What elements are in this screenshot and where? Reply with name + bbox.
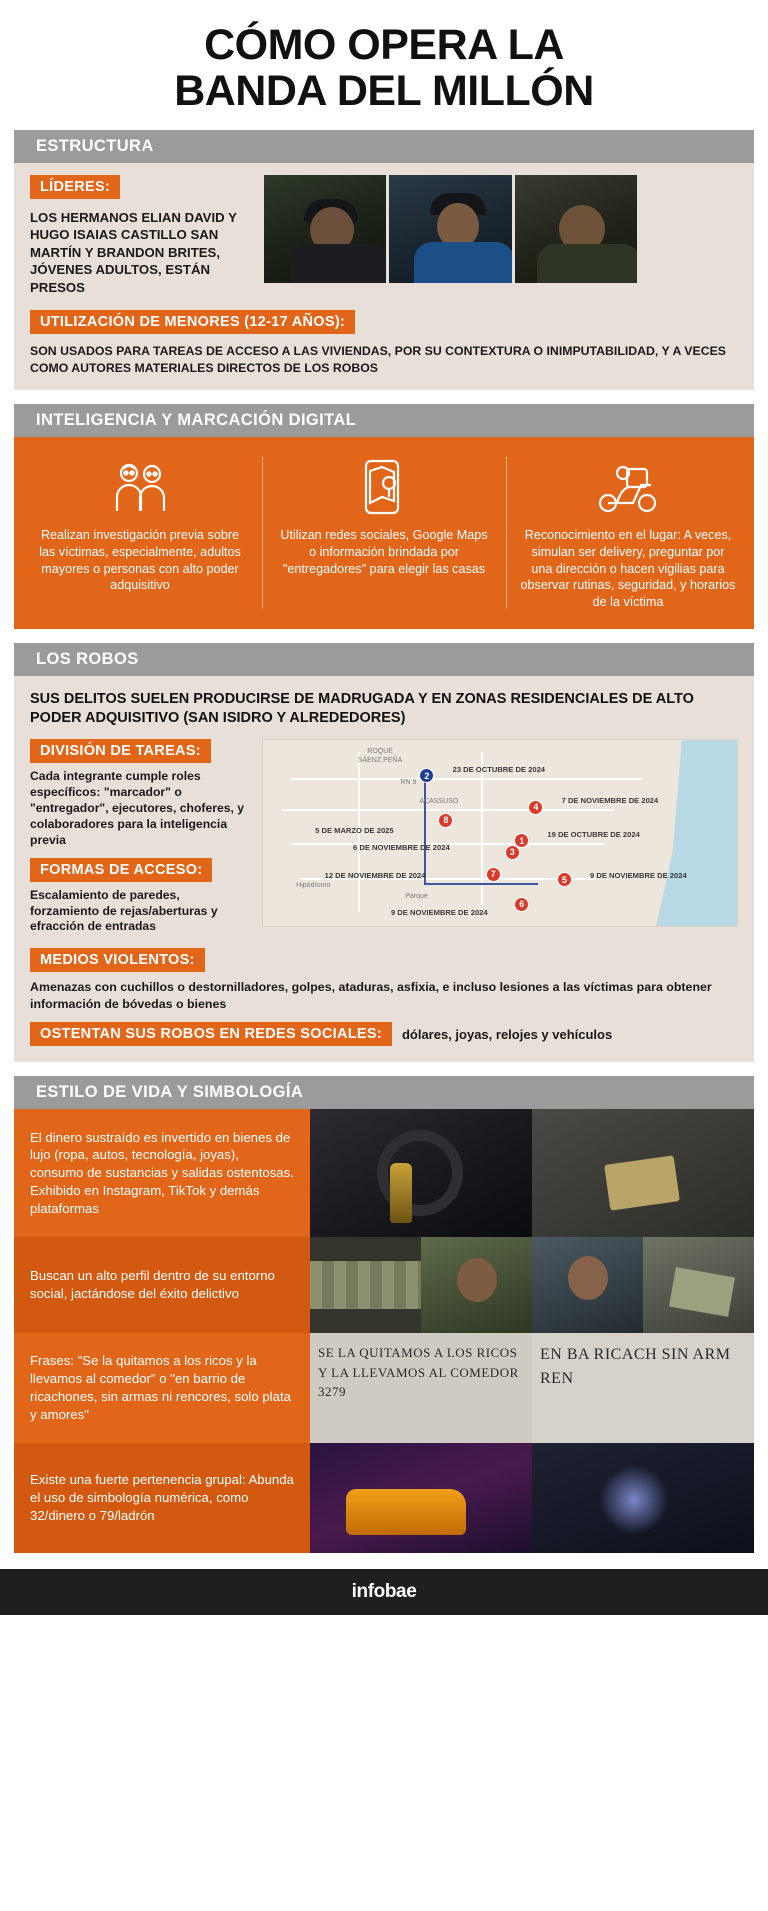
intel-column-2	[262, 451, 506, 613]
section-header-estructura: ESTRUCTURA	[14, 130, 754, 163]
graffiti-text-1: SE LA QUITAMOS A LOS RICOS Y LA LLEVAMOS AL COMEDOR 3279	[318, 1345, 519, 1400]
acceso-block	[30, 858, 250, 936]
robos-lead-text: SUS DELITOS SUELEN PRODUCIRSE DE MADRUGADA Y EN ZONAS RESIDENCIALES DE ALTO PODER ADQUISITIVO (SAN ISIDRO Y ALREDEDORES)	[30, 690, 694, 726]
section-header-robos: LOS ROBOS	[14, 643, 754, 676]
photo-cash-bundle	[532, 1109, 754, 1237]
photo-graffiti-wall-2	[532, 1333, 754, 1443]
violentos-tag: MEDIOS VIOLENTOS:	[30, 948, 205, 972]
page-title-line-1: CÓMO OPERA LA	[204, 21, 564, 69]
estilo-text-1: El dinero sustraído es invertido en bienes de lujo (ropa, autos, tecnología, joyas), consumo de sustancias y salidas ostentosas. Exhibido en Instagram, TikTok y demás plataformas	[14, 1109, 310, 1237]
graffiti-text-2: EN BA RICACH SIN ARM REN	[540, 1346, 731, 1388]
estilo-row-1	[14, 1109, 754, 1237]
page-title	[0, 0, 768, 130]
photo-young-man-1	[421, 1237, 532, 1333]
intel-text-2: Utilizan redes sociales, Google Maps o información brindada por "entregadores" para elegir las casas	[280, 528, 488, 576]
division-tag: DIVISIÓN DE TAREAS:	[30, 739, 211, 763]
estilo-text-3: Frases: "Se la quitamos a los ricos y la llevamos al comedor" o "en barrio de ricachones, sin armas ni rencores, solo plata y amores"	[14, 1333, 310, 1443]
ostentan-tag: OSTENTAN SUS ROBOS EN REDES SOCIALES:	[30, 1022, 392, 1046]
intel-text-3: Reconocimiento en el lugar: A veces, simulan ser delivery, preguntar por una dirección o hacen vigilias para observar rutinas, seguridad, y horarios de la víctima	[520, 528, 736, 609]
robbery-locations-map[interactable]: ROQUE SÁENZ PEÑA RN 9 ACASSUSO Hipódromo Parque 2 23 DE OCTUBRE DE 2024 4 7 DE NOVIEMBRE DE 2024 8 5 DE MARZO DE 2025 1 19 DE OCTUBRE DE 2024 3 6 DE NOVIEMBRE DE 2024 7 12 DE NOVIEMBRE DE 2024 5 9 DE NOVIEMBRE DE 2024 6 9 DE NOVIEMBRE DE 2024	[262, 739, 738, 927]
violentos-block	[30, 948, 738, 1012]
photo-tuned-car-neon	[310, 1443, 532, 1553]
section-estructura	[14, 163, 754, 390]
photo-party-crowd	[532, 1443, 754, 1553]
acceso-text: Escalamiento de paredes, forzamiento de rejas/aberturas y efracción de entradas	[30, 887, 218, 934]
delivery-scooter-icon	[520, 455, 736, 519]
suspect-photo-group	[264, 175, 637, 283]
elderly-couple-icon	[32, 455, 248, 519]
acceso-tag: FORMAS DE ACCESO:	[30, 858, 212, 882]
photo-graffiti-wall-1	[310, 1333, 532, 1443]
estilo-text-4: Existe una fuerte pertenencia grupal: Abunda el uso de simbología numérica, como 32/dinero o 79/ladrón	[14, 1443, 310, 1553]
estilo-row-2	[14, 1237, 754, 1333]
photo-young-man-2	[532, 1237, 643, 1333]
intel-text-1: Realizan investigación previa sobre las víctimas, especialmente, adultos mayores o personas con alto poder adquisitivo	[39, 528, 241, 593]
phone-map-pin-icon	[276, 455, 492, 519]
ostentan-text: dólares, joyas, relojes y vehículos	[401, 1026, 613, 1042]
estilo-row-3	[14, 1333, 754, 1443]
intel-column-3	[506, 451, 750, 613]
estilo-text-2: Buscan un alto perfil dentro de su entorno social, jactándose del éxito delictivo	[14, 1237, 310, 1333]
footer	[0, 1569, 768, 1615]
menores-text: SON USADOS PARA TAREAS DE ACCESO A LAS VIVIENDAS, POR SU CONTEXTURA O INIMPUTABILIDAD, Y A VECES COMO AUTORES MATERIALES DIRECTOS DE LOS ROBOS	[30, 344, 726, 375]
ostentan-block	[30, 1022, 738, 1046]
menores-tag: UTILIZACIÓN DE MENORES (12-17 AÑOS):	[30, 310, 355, 334]
photo-suspect-3	[515, 175, 637, 283]
infobae-logo: infobae	[351, 1581, 417, 1603]
page-title-line-2: BANDA DEL MILLÓN	[174, 67, 594, 115]
lideres-tag: LÍDERES:	[30, 175, 120, 199]
section-inteligencia	[14, 437, 754, 629]
photo-suspect-2	[389, 175, 511, 283]
section-header-inteligencia: INTELIGENCIA Y MARCACIÓN DIGITAL	[14, 404, 754, 437]
division-block	[30, 739, 250, 848]
section-header-estilo: ESTILO DE VIDA Y SIMBOLOGÍA	[14, 1076, 754, 1109]
photo-dollar-bills	[643, 1237, 754, 1333]
section-robos	[14, 676, 754, 1062]
lideres-text: LOS HERMANOS ELIAN DAVID Y HUGO ISAIAS CASTILLO SAN MARTÍN Y BRANDON BRITES, JÓVENES ADULTOS, ESTÁN PRESOS	[30, 210, 237, 295]
photo-bmw-steering-wheel-champagne	[310, 1109, 532, 1237]
intel-column-1	[18, 451, 262, 613]
division-text: Cada integrante cumple roles específicos: "marcador" o "entregador", ejecutores, choferes, y colaboradores para la inteligencia previa	[30, 769, 245, 847]
photo-suspect-1	[264, 175, 386, 283]
estilo-row-4	[14, 1443, 754, 1553]
photo-cash-spread	[310, 1237, 421, 1333]
violentos-text: Amenazas con cuchillos o destornilladores, golpes, ataduras, asfixia, e incluso lesiones a las víctimas para obtener información de bóvedas o bienes	[30, 980, 712, 1011]
section-estilo	[14, 1109, 754, 1553]
